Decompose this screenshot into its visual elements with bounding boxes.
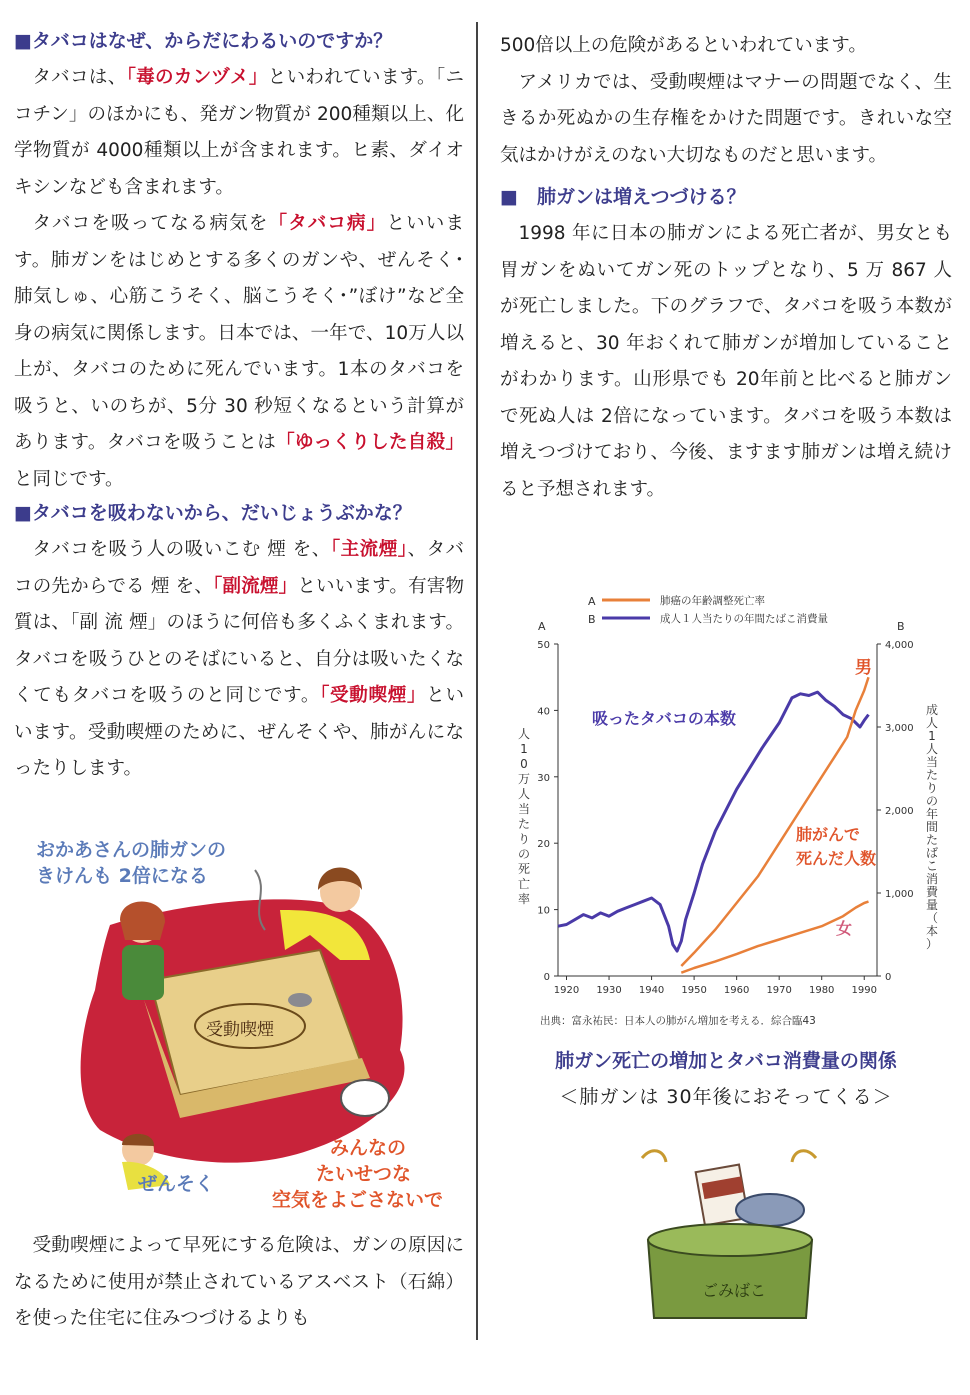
- legend-key-A: A: [588, 595, 596, 608]
- y-tick-label: 50: [537, 640, 550, 651]
- kotatsu-label: 受動喫煙: [206, 1020, 274, 1040]
- illustration-caption-2: きけんも 2倍になる: [36, 865, 208, 887]
- x-tick-label: 1950: [681, 985, 707, 996]
- chart-source: 出典：富永祐民：日本人の肺がん増加を考える．綜合臨43: [540, 1015, 816, 1027]
- column-divider: [476, 22, 478, 1340]
- chart-svg: [500, 588, 952, 1030]
- y-axis-title: 人 1 0 万人当たりの死亡率: [517, 727, 531, 906]
- y2-tick-label: 2,000: [885, 806, 914, 817]
- y2-tick-label: 1,000: [885, 889, 914, 900]
- lung-cancer-chart: [500, 588, 952, 1030]
- highlight-slow-suicide: 「ゆっくりした自殺」: [276, 432, 464, 453]
- right-column: [500, 28, 952, 508]
- paragraph-poison-can: タバコは、「毒のカンヅメ」といわれています。「ニコチン」のほかにも、発ガン物質が 200種類以上、化学物質が 4000種類以上が含まれます。ヒ素、ダイオキシンなども含まれます。: [14, 67, 464, 198]
- passive-smoking-illustration: [10, 830, 470, 1220]
- highlight-mainstream-smoke: 「主流煙」: [330, 539, 408, 560]
- y2-axis-title: 成人 1 人当たりの年間たばこ消費量（本）: [925, 703, 939, 951]
- right-axis-letter: B: [897, 620, 905, 633]
- x-tick-label: 1960: [723, 985, 750, 996]
- highlight-poison-can: 「毒のカンヅメ」: [126, 67, 268, 88]
- x-tick-label: 1940: [638, 985, 665, 996]
- section-heading-non-smoker: ■タバコを吸わないから、だいじょうぶかな？: [14, 502, 412, 524]
- y-tick-label: 40: [537, 706, 550, 718]
- annotation-female: 女: [836, 919, 853, 938]
- y2-tick-label: 3,000: [885, 723, 914, 734]
- paragraph-500-times: 500倍以上の危険があるといわれています。: [500, 35, 867, 56]
- x-tick-label: 1990: [851, 985, 877, 996]
- paragraph-smoke-types: タバコを吸う人の吸いこむ 煙 を、「主流煙」、タバコの先からでる 煙 を、「副流煙」といいます。有害物質は、「副 流 煙」のほうに何倍も多くふくまれます。タバコを吸うひとのそばにいると、自分は吸いたくなくてもタバコを吸うのと同じです。「受動喫煙」といいます。受動喫煙のために、ぜんそくや、肺がんになったりします。: [14, 539, 464, 779]
- left-axis-letter: A: [538, 620, 546, 633]
- section-heading-lung-cancer-rising: ■ 肺ガンは増えつづける？: [500, 186, 746, 208]
- annotation-deaths-1: 肺がんで: [796, 825, 861, 844]
- annotation-cigarettes: 吸ったタバコの本数: [592, 709, 736, 728]
- trash-can-label: ごみばこ: [702, 1281, 767, 1300]
- paragraph-asbestos: 受動喫煙によって早死にする危険は、ガンの原因になるために使用が禁止されているアスベスト（石綿）を使った住宅に住みつづけるよりも: [14, 1235, 464, 1329]
- y-tick-label: 20: [537, 839, 550, 851]
- message-line-3: 空気をよごさないで: [272, 1189, 444, 1211]
- y-tick-label: 10: [537, 905, 550, 917]
- y-tick-label: 0: [543, 972, 550, 983]
- annotation-deaths-2: 死んだ人数: [796, 849, 877, 868]
- section-heading-why-harmful: ■タバコはなぜ、からだにわるいのですか？: [14, 30, 393, 52]
- y-tick-label: 30: [537, 772, 550, 784]
- legend-label-B: 成人１人当たりの年間たばこ消費量: [660, 613, 828, 625]
- legend-key-B: B: [588, 613, 596, 626]
- y2-tick-label: 4,000: [885, 640, 914, 651]
- x-tick-label: 1980: [808, 985, 835, 996]
- legend-label-A: 肺癌の年齢調整死亡率: [660, 595, 765, 607]
- paragraph-lung-cancer-stats: 1998 年に日本の肺ガンによる死亡者が、男女とも胃ガンをぬいてガン死のトップとなり、5 万 867 人が死亡しました。下のグラフで、タバコを吸う本数が増えると、30 年おくれて肺ガンが増加していることがわかります。山形県でも 20年前と比べると肺ガンで死ぬ人は 2倍になっています。タバコを吸う本数は増えつづけており、今後、ますます肺ガンは増え続けると予想されます。: [500, 223, 952, 500]
- highlight-passive-smoking: 「受動喫煙」: [320, 685, 427, 706]
- x-tick-label: 1930: [596, 985, 622, 996]
- asthma-label: ぜんそく: [138, 1173, 215, 1195]
- message-line-2: たいせつな: [316, 1163, 412, 1185]
- chart-caption: 肺ガン死亡の増加とタバコ消費量の関係: [555, 1050, 897, 1072]
- paragraph-america: アメリカでは、受動喫煙はマナーの問題でなく、生きるか死ぬかの生存権をかけた問題です。きれいな空気はかけがえのない大切なものだと思います。: [500, 71, 952, 166]
- y2-tick-label: 0: [885, 972, 892, 983]
- trash-illustration: [630, 1140, 830, 1320]
- left-column: [14, 28, 464, 788]
- highlight-tobacco-disease: 「タバコ病」: [268, 213, 387, 234]
- highlight-sidestream-smoke: 「副流煙」: [213, 575, 298, 597]
- message-line-1: みんなの: [330, 1137, 407, 1159]
- paragraph-tobacco-disease: タバコを吸ってなる病気を「タバコ病」といいます。肺ガンをはじめとする多くのガンや、ぜんそく･肺気しゅ、心筋こうそく、脳こうそく･”ぼけ”など全身の病気に関係します。日本では、一年で、10万人以上が、タバコのために死んでいます。1本のタバコを吸うと、いのちが、5分 30 秒短くなるという計算があります。タバコを吸うことは「ゆっくりした自殺」と同じです。: [14, 213, 464, 490]
- x-tick-label: 1920: [553, 985, 580, 996]
- illustration-caption-1: おかあさんの肺ガンの: [36, 839, 227, 861]
- annotation-male: 男: [855, 658, 872, 678]
- chart-subcaption: ＜肺ガンは 30年後におそってくる＞: [559, 1086, 893, 1108]
- x-tick-label: 1970: [766, 985, 792, 996]
- series-line-B: [558, 692, 869, 951]
